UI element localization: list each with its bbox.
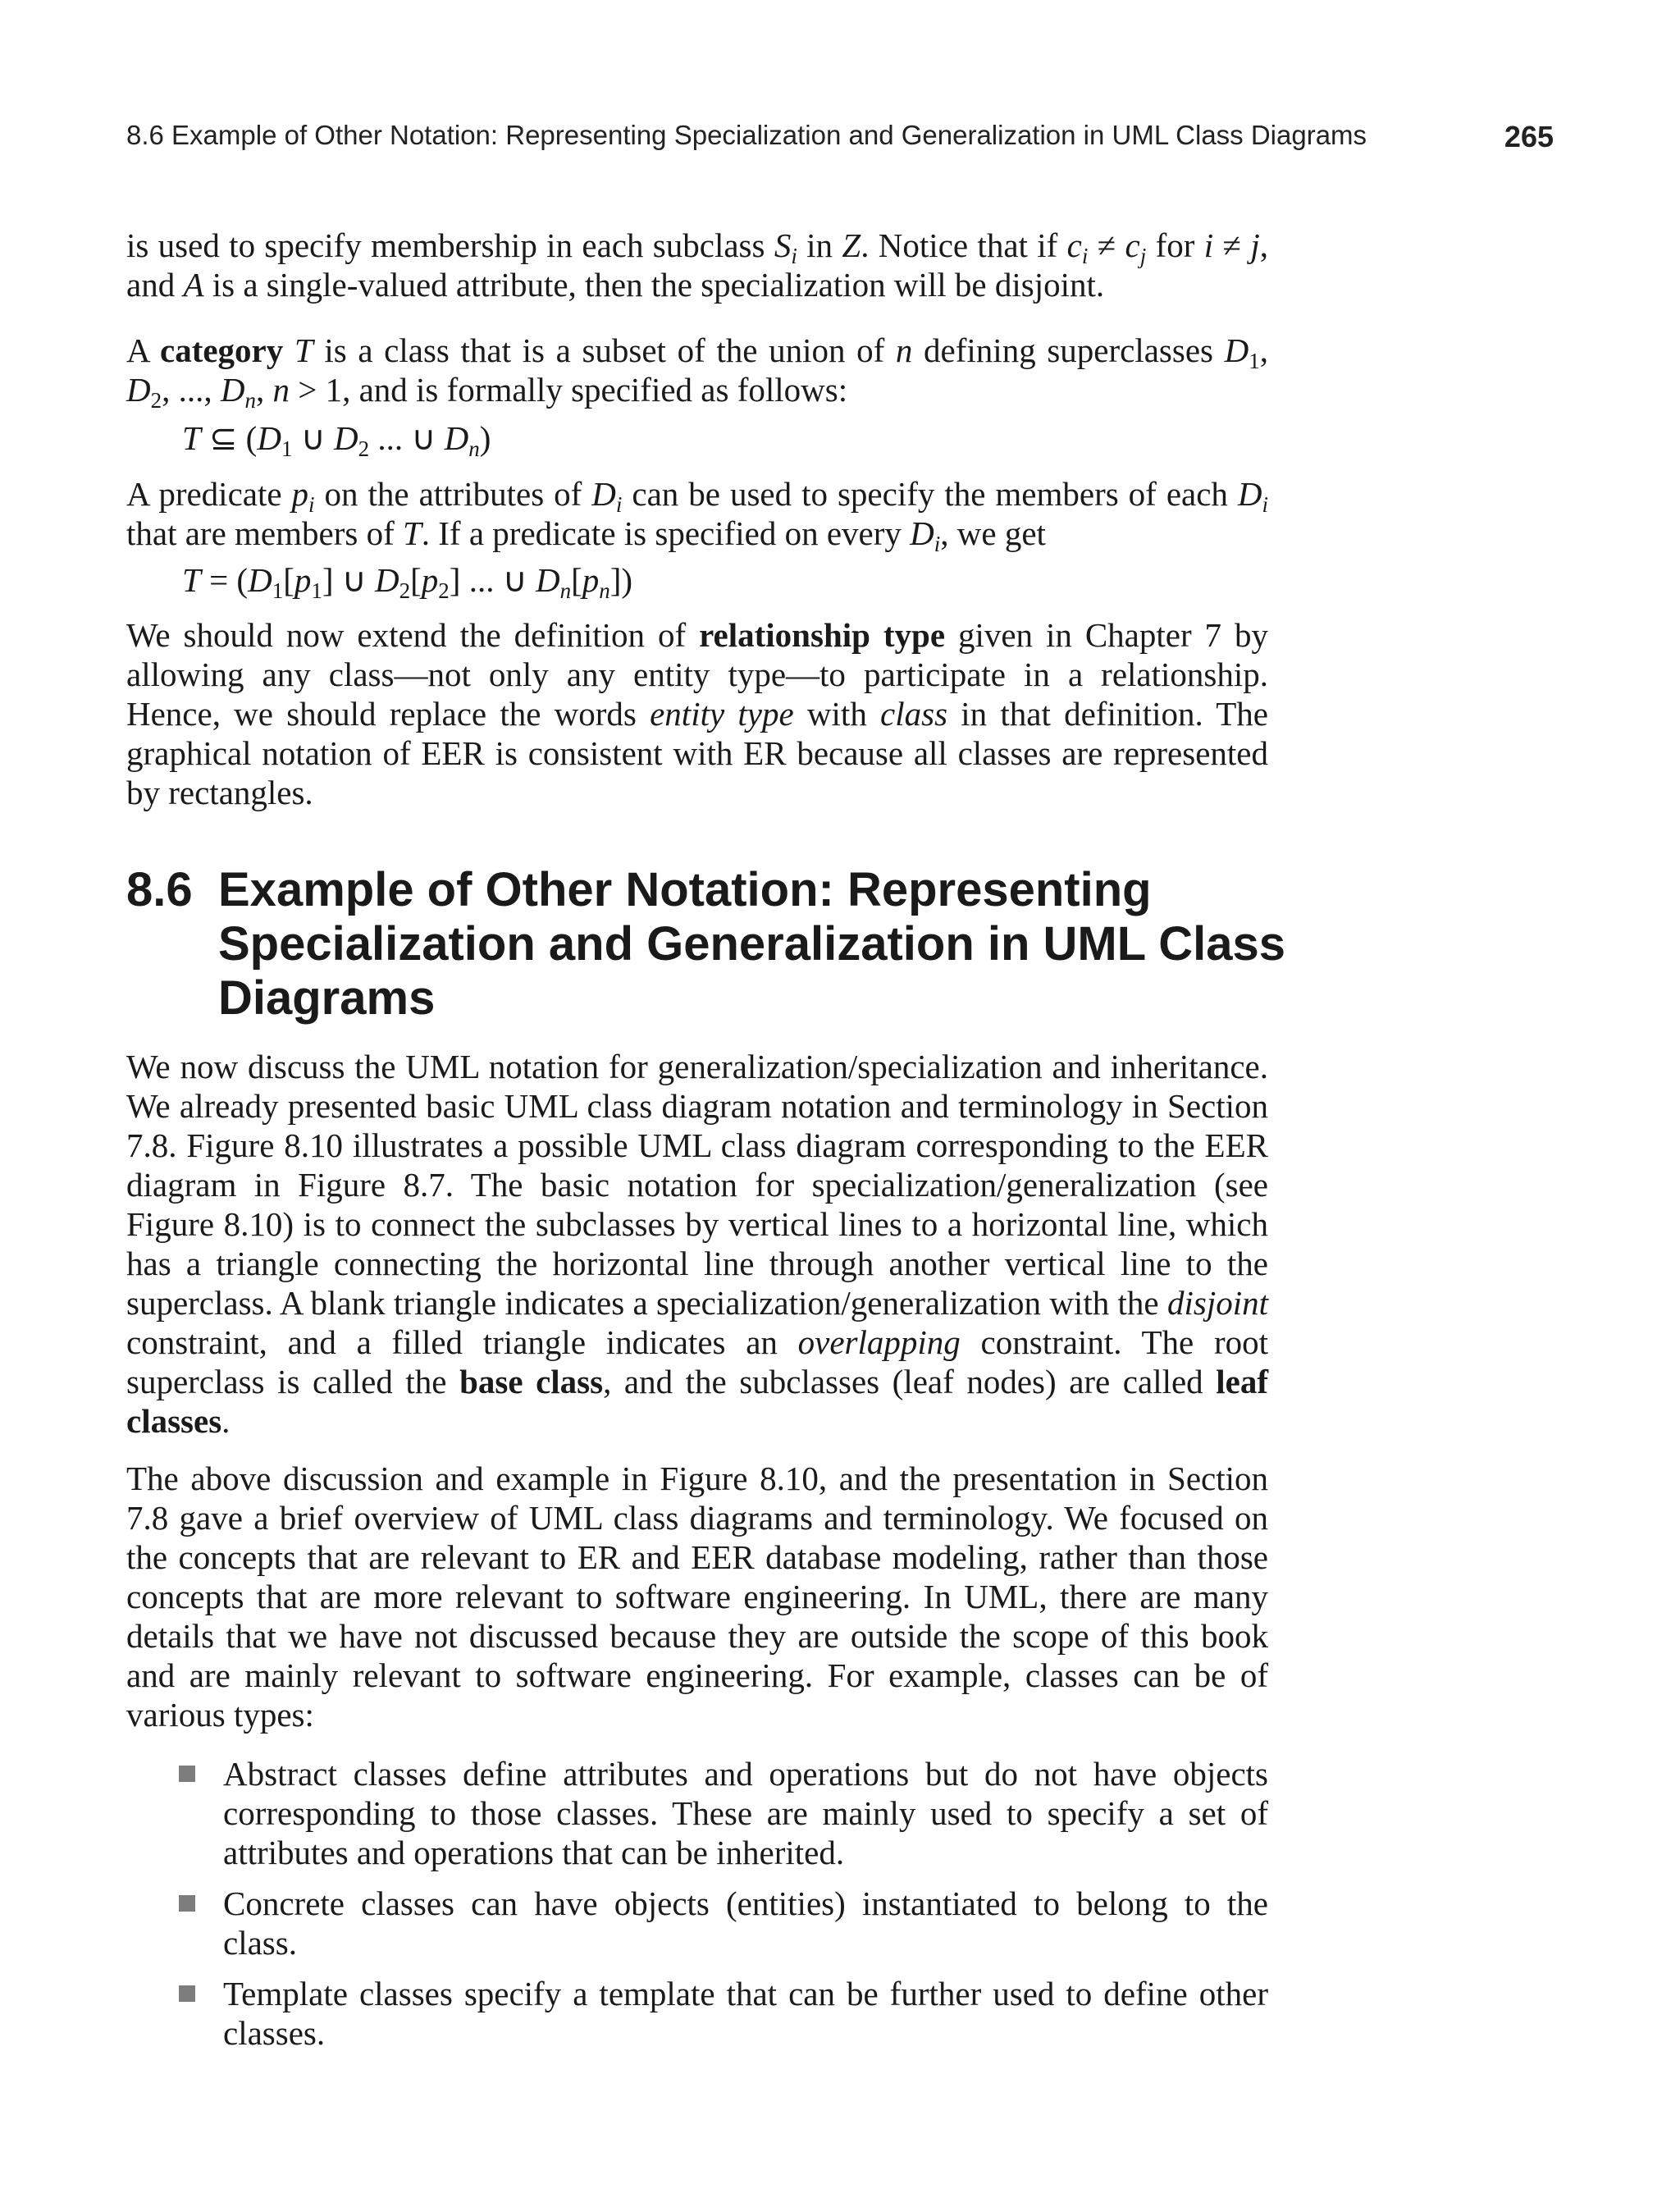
uml-notation-paragraph: We now discuss the UML notation for generalization/specialization and inheritance. We already presented basic UML class diagram notation and terminology in Section 7.8. Figure 8.10 illustrates a possible UML class diagram corresponding to the EER diagram in Figure 8.7. The basic notation for specialization/generalization (see Figure 8.10) is to connect the subclasses by vertical lines to a horizontal line, which has a triangle connecting the horizontal line through another vertical line to the superclass. A blank triangle indicates a specialization/generalization with the disjoint constraint, and a filled triangle indicates an overlapping constraint. The root superclass is called the base class, and the subclasses (leaf nodes) are called leaf classes. bbox=[126, 1048, 1268, 1440]
predicate-paragraph: A predicate $p_i$ on the attributes of $D_i$ can be used to specify the members of each $D_i$ that are members of T. If a predicate is specified on every $D_i$, we get bbox=[126, 475, 1269, 556]
section-number: 8.6 bbox=[126, 863, 193, 916]
running-head-title: 8.6 Example of Other Notation: Representing Specialization and Generalization in UML Class Diagrams bbox=[126, 120, 1367, 150]
section-title: Example of Other Notation: Representing Specialization and Generalization in UML Class Diagrams bbox=[218, 863, 1286, 1025]
intro-paragraph: is used to specify membership in each subclass $S_i$ in Z. Notice that if $c_i \ne c_j$ for i ≠ j, and A is a single-valued attribute, then the specialization will be disjoint. bbox=[126, 226, 1268, 304]
category-paragraph: A category T is a class that is a subset of the union of n defining superclasses $D_1$, $D_2$, ..., $D_n$, n > 1, and is formally specified as follows: bbox=[126, 331, 1268, 413]
list-item: Abstract classes define attributes and operations but do not have objects corresponding to those classes. These are mainly used to specify a set of attributes and operations that can be inherited. bbox=[176, 1754, 1268, 1872]
term-leaf-classes: leaf classes bbox=[126, 1363, 1268, 1440]
relationship-paragraph: We should now extend the definition of relationship type given in Chapter 7 by allowing any class—not only any entity type—to participate in a relationship. Hence, we should replace the words entity type with class in that definition. The graphical notation of EER is consistent with ER because all classes are represented by rectangles. bbox=[126, 616, 1268, 811]
square-bullet-icon bbox=[179, 1766, 195, 1782]
list-item: Concrete classes can have objects (entities) instantiated to belong to the class. bbox=[176, 1884, 1268, 1962]
term-category: category bbox=[160, 331, 284, 369]
square-bullet-icon bbox=[179, 1895, 195, 1912]
class-types-list bbox=[176, 1754, 1268, 2064]
term-base-class: base class bbox=[459, 1363, 604, 1400]
formula-category: T ⊆ ($D_1$ ∪ $D_2$ ... ∪ $D_n$) bbox=[182, 419, 491, 461]
running-head bbox=[126, 120, 1554, 158]
overview-paragraph: The above discussion and example in Figure 8.10, and the presentation in Section 7.8 gave a brief overview of UML class diagrams and terminology. We focused on the concepts that are relevant to ER and EER database modeling, rather than those concepts that are more relevant to software engineering. In UML, there are many details that we have not discussed because they are outside the scope of this book and are mainly relevant to software engineering. For example, classes can be of various types: bbox=[126, 1460, 1268, 1734]
term-relationship-type: relationship type bbox=[699, 616, 946, 654]
square-bullet-icon bbox=[179, 1985, 195, 2002]
formula-predicate: $T = (D_1[p_1]$ ∪ $D_2[p_2]$ ... ∪ $D_n[p_n]$) bbox=[182, 561, 633, 603]
page-number: 265 bbox=[1504, 120, 1554, 153]
list-item: Template classes specify a template that can be further used to define other classes. bbox=[176, 1974, 1268, 2053]
